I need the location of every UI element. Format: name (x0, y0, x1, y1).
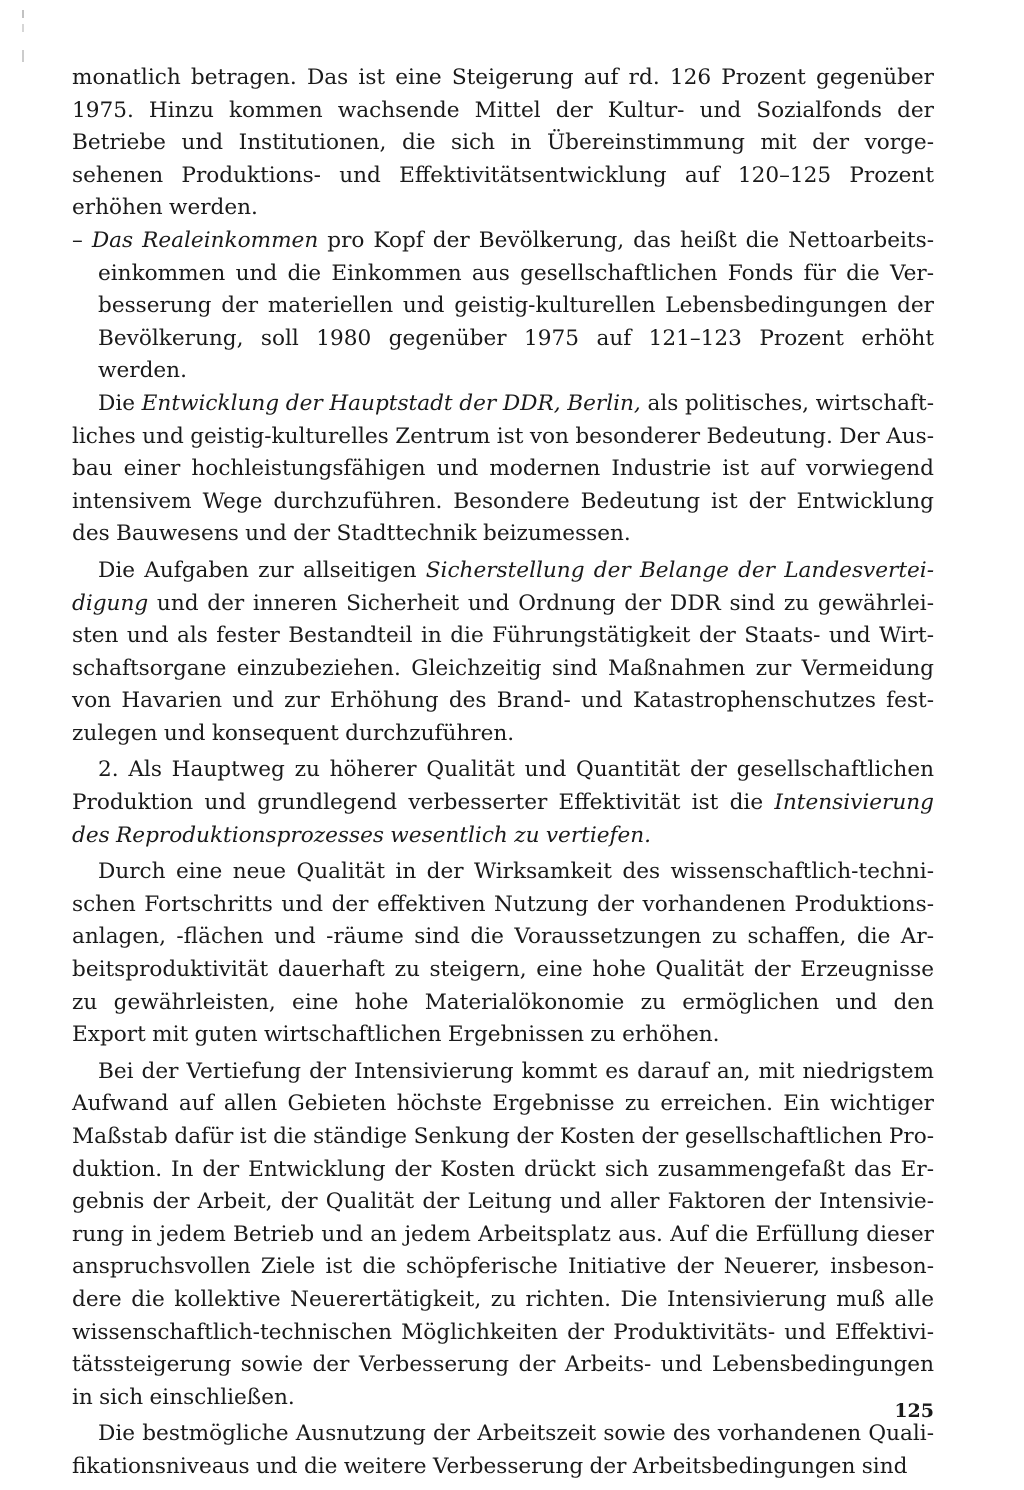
emphasized-text: Sicherstellung der Belange der Landesverteidigung (72, 557, 934, 616)
paragraph (72, 754, 934, 852)
paragraph (72, 62, 934, 225)
body-text: Die bestmögliche Ausnutzung der Arbeitszeit sowie des vorhandenen Qualifikationsniveaus und die weitere Verbesserung der Arbeitsbedingungen sind (72, 1421, 934, 1479)
body-text: monatlich betragen. Das ist eine Steigerung auf rd. 126 Prozent gegenüber 1975. Hinzu kommen wachsende Mittel der Kultur- und Sozialfonds der Betriebe und Institutionen, die sich in Übereinstimmung mit der vorgesehenen Produktions- und Effektivitätsentwicklung auf 120–125 Prozent erhöhen werden. (72, 65, 934, 221)
body-text: Die (98, 390, 142, 416)
body-text: Bei der Vertiefung der Intensivierung kommt es darauf an, mit niedrigstem Aufwand auf allen Gebieten höchste Ergebnisse zu erreichen. Ein wichtiger Maßstab dafür ist die ständige Senkung der Kosten der gesellschaftlichen Produktion. In der Entwicklung der Kosten drückt sich zusammengefaßt das Ergebnis der Arbeit, der Qualität der Leitung und aller Faktoren der Intensivierung in jedem Betrieb und an jedem Arbeitsplatz aus. Auf die Erfüllung dieser anspruchsvollen Ziele ist die schöpferische Initiative der Neuerer, insbesondere die kollektive Neuerertätigkeit, zu richten. Die Intensivierung muß alle wissenschaftlich-technischen Möglichkeiten der Produktivitäts- und Effektivitätssteigerung sowie der Verbesserung der Arbeits- und Lebensbedingungen in sich einschließen. (72, 1058, 934, 1410)
body-text: als politisches, wirtschaftliches und geistig-kulturelles Zentrum ist von besonderer Bedeutung. Der Ausbau einer hochleistungsfähigen und modernen Industrie ist auf vorwiegend intensivem Wege durchzuführen. Besondere Bedeutung ist der Entwicklung des Bauwesens und der Stadttechnik beizumessen. (72, 390, 934, 547)
page-edge-mark (22, 10, 24, 80)
body-text: pro Kopf der Bevölkerung, das heißt die Nettoarbeitseinkommen und die Einkommen aus gesellschaftlichen Fonds für die Verbesserung der materiellen und geistig-kulturellen Lebensbedingungen der Bevölkerung, soll 1980 gegenüber 1975 auf 121–123 Prozent erhöht werden. (98, 227, 934, 384)
body-text: – (72, 227, 92, 253)
paragraph (72, 856, 934, 1052)
paragraph (72, 1056, 934, 1415)
body-text: und der inneren Sicherheit und Ordnung der DDR sind zu gewährleisten und als fester Bestandteil in die Führungstätigkeit der Staats- und Wirtschaftsorgane einzubeziehen. Gleichzeitig sind Maßnahmen zur Vermeidung von Havarien und zur Erhöhung des Brand- und Katastrophenschutzes festzulegen und konsequent durchzuführen. (72, 590, 934, 746)
emphasized-text: Entwicklung der Hauptstadt der DDR, Berlin, (141, 390, 641, 416)
paragraph (72, 388, 934, 551)
page-number: 125 (894, 1400, 934, 1422)
body-text: 2. Als Hauptweg zu höherer Qualität und Quantität der gesellschaftlichen Produktion und grundlegend verbesserter Effektivität ist die (72, 757, 934, 816)
paragraph (72, 225, 934, 388)
emphasized-text: Das Realeinkommen (91, 227, 319, 253)
body-text: Durch eine neue Qualität in der Wirksamkeit des wissenschaftlich-technischen Fortschritts und der effektiven Nutzung der vorhandenen Produktionsanlagen, -flächen und -räume sind die Voraussetzungen zu schaffen, die Arbeitsproduktivität dauerhaft zu steigern, eine hohe Qualität der Erzeugnisse zu gewährleisten, eine hohe Materialökonomie zu ermöglichen und den Export mit guten wirtschaftlichen Ergebnissen zu erhöhen. (72, 859, 934, 1048)
emphasized-text: Intensivierung des Reproduktionsprozesses wesentlich zu vertiefen. (72, 790, 934, 848)
paragraph (72, 1418, 934, 1483)
document-page (72, 62, 934, 1484)
body-text: Die Aufgaben zur allseitigen (98, 557, 426, 583)
paragraph (72, 555, 934, 751)
